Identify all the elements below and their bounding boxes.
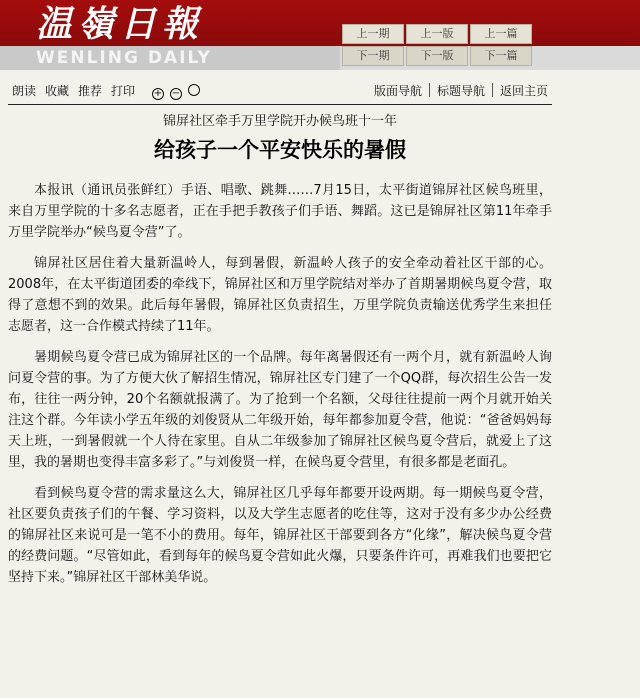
issue-navigation — [342, 24, 532, 66]
title-nav-link[interactable]: 标题导航 — [436, 84, 485, 98]
article — [8, 112, 552, 588]
article-paragraph: 锦屏社区居住着大量新温岭人，每到暑假，新温岭人孩子的安全牵动着社区干部的心。2008年，在太平街道团委的牵线下，锦屏社区和万里学院结对举办了首期暑期候鸟夏令营，取得了意想不到的效果。此后每年暑假，锦屏社区负责招生，万里学院负责输送优秀学生来担任志愿者，这一合作模式持续了11年。 — [8, 256, 552, 334]
favorite-link[interactable]: 收藏 — [45, 84, 70, 98]
recommend-link[interactable]: 推荐 — [78, 84, 103, 98]
newspaper-logo[interactable]: 温嶺日報 — [36, 3, 205, 45]
newspaper-english-name: WENLING DAILY — [0, 46, 340, 70]
print-link[interactable]: 打印 — [111, 84, 136, 98]
zoom-reset-icon[interactable] — [188, 84, 200, 96]
zoom-in-icon[interactable]: + — [153, 88, 163, 99]
read-aloud-link[interactable]: 朗读 — [12, 84, 37, 98]
next-page-button[interactable]: 下一版 — [406, 46, 468, 66]
article-kicker: 锦屏社区牵手万里学院开办候鸟班十一年 — [162, 114, 397, 129]
divider — [492, 83, 493, 97]
article-paragraph: 本报讯（通讯员张鲜红）手语、唱歌、跳舞……7月15日，太平街道锦屏社区候鸟班里，来自万里学院的十多名志愿者，正在手把手教孩子们手语、舞蹈。这已是锦屏社区第11年牵手万里学院举办“候鸟夏令营”了。 — [8, 183, 552, 240]
toolbar-divider — [8, 104, 552, 105]
article-paragraph: 看到候鸟夏令营的需求量这么大，锦屏社区几乎每年都要开设两期。每一期候鸟夏令营，社区要负责孩子们的午餐、学习资料，以及大学生志愿者的吃住等，这对于没有多少办公经费的锦屏社区来说可是一笔不小的费用。每年，锦屏社区干部要到各方“化缘”，解决候鸟夏令营的经费问题。“尽管如此，看到每年的候鸟夏令营如此火爆，只要条件许可，再难我们也要把它坚持下来。”锦屏社区干部林美华说。 — [8, 486, 552, 585]
prev-page-button[interactable]: 上一版 — [406, 24, 468, 44]
back-home-link[interactable]: 返回主页 — [499, 84, 548, 98]
toolbar-actions — [12, 80, 144, 102]
zoom-controls — [152, 80, 206, 102]
zoom-out-icon[interactable]: − — [171, 88, 181, 99]
masthead — [0, 0, 640, 70]
article-paragraph: 暑期候鸟夏令营已成为锦屏社区的一个品牌。每年离暑假还有一两个月，就有新温岭人询问夏令营的事。为了方便大伙了解招生情况，锦屏社区专门建了一个QQ群，每次招生公告一发布，往往一两分钟，20个名额就报满了。为了抢到一个名额，父母往往提前一两个月就开始关注这个群。今年读小学五年级的刘俊贤从二年级开始，每年都参加夏令营，他说：“爸爸妈妈每天上班，一到暑假就一个人待在家里。自从二年级参加了锦屏社区候鸟夏令营后，就爱上了这里，我的暑期也变得丰富多彩了。”与刘俊贤一样，在候鸟夏令营里，有很多都是老面孔。 — [8, 350, 552, 470]
page-nav-link[interactable]: 版面导航 — [373, 84, 422, 98]
prev-article-button[interactable]: 上一篇 — [470, 24, 532, 44]
divider — [429, 83, 430, 97]
prev-issue-button[interactable]: 上一期 — [342, 24, 404, 44]
next-article-button[interactable]: 下一篇 — [470, 46, 532, 66]
next-issue-button[interactable]: 下一期 — [342, 46, 404, 66]
toolbar-navigation — [374, 80, 548, 102]
article-toolbar — [8, 80, 552, 102]
article-headline: 给孩子一个平安快乐的暑假 — [154, 138, 406, 162]
